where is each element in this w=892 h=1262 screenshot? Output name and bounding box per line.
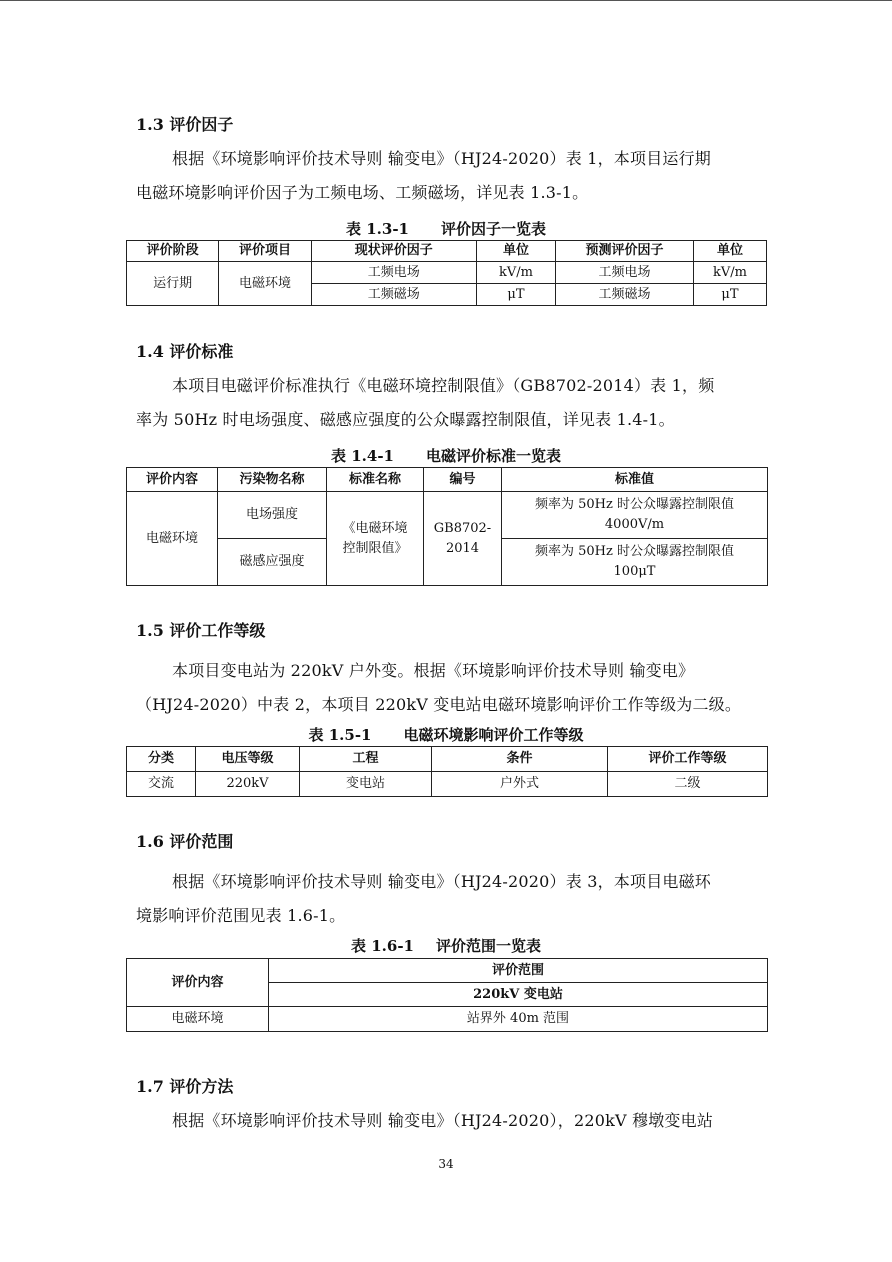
standard-name-line: 控制限值》 (342, 540, 408, 556)
table-cell: 工频电场 (556, 262, 694, 284)
header-cell-range: 评价范围 (269, 959, 768, 983)
subheader-cell: 220kV 变电站 (269, 983, 768, 1007)
table-1-3-1 (126, 240, 767, 306)
standard-value-line: 100μT (613, 564, 656, 579)
page-top-border (0, 0, 892, 1)
item-cell: 电磁环境 (219, 262, 311, 306)
section-1-5-paragraph-line-2: （HJ24-2020）中表 2，本项目 220kV 变电站电磁环境影响评价工作等级为二级。 (136, 695, 742, 714)
header-cell: 电压等级 (196, 747, 300, 772)
section-heading-1-6: 1.6 评价范围 (136, 832, 234, 851)
table-header-row (127, 747, 768, 772)
section-1-4-paragraph-line-1: 本项目电磁评价标准执行《电磁环境控制限值》（GB8702-2014）表 1，频 (172, 376, 715, 395)
standard-name-cell (327, 492, 424, 586)
standard-value-cell (502, 539, 768, 586)
standard-code-line: 2014 (445, 540, 480, 556)
table-cell: 电磁环境 (127, 1007, 269, 1032)
caption-title: 电磁环境影响评价工作等级 (403, 726, 584, 744)
caption-title: 评价范围一览表 (435, 937, 541, 955)
header-cell: 分类 (127, 747, 196, 772)
table-row (127, 492, 768, 539)
table-cell: 户外式 (432, 772, 608, 797)
standard-code-cell (424, 492, 502, 586)
section-1-3-paragraph-line-1: 根据《环境影响评价技术导则 输变电》（HJ24-2020）表 1，本项目运行期 (172, 149, 712, 168)
table-cell: 交流 (127, 772, 196, 797)
caption-number: 表 1.5-1 (308, 726, 372, 744)
standard-value-line: 4000V/m (604, 517, 665, 532)
section-1-6-paragraph-line-2: 境影响评价范围见表 1.6-1。 (136, 906, 346, 925)
standard-value-line: 频率为 50Hz 时公众曝露控制限值 (535, 497, 734, 512)
table-cell: μT (693, 284, 766, 306)
header-cell: 编号 (424, 468, 502, 492)
caption-title: 评价因子一览表 (440, 220, 546, 238)
header-cell: 工程 (300, 747, 432, 772)
header-cell: 单位 (476, 241, 555, 262)
content-cell: 电磁环境 (127, 492, 218, 586)
header-cell: 现状评价因子 (311, 241, 476, 262)
header-cell: 污染物名称 (218, 468, 327, 492)
section-heading-1-3: 1.3 评价因子 (136, 115, 234, 134)
caption-number: 表 1.6-1 (351, 937, 414, 955)
standard-value-line: 频率为 50Hz 时公众曝露控制限值 (535, 544, 734, 559)
header-cell-content: 评价内容 (127, 959, 269, 1007)
section-heading-1-5: 1.5 评价工作等级 (136, 621, 266, 640)
section-1-7-paragraph-line-1: 根据《环境影响评价技术导则 输变电》（HJ24-2020），220kV 穆墩变电站 (172, 1111, 714, 1130)
table-cell: 工频磁场 (556, 284, 694, 306)
section-1-3-paragraph-line-2: 电磁环境影响评价因子为工频电场、工频磁场，详见表 1.3-1。 (136, 183, 589, 202)
table-1-4-1 (126, 467, 768, 586)
header-cell: 评价工作等级 (608, 747, 768, 772)
caption-number: 表 1.3-1 (346, 220, 409, 238)
section-heading-1-7: 1.7 评价方法 (136, 1077, 234, 1096)
table-cell: 工频电场 (311, 262, 476, 284)
section-1-6-paragraph-line-1: 根据《环境影响评价技术导则 输变电》（HJ24-2020）表 3，本项目电磁环 (172, 872, 712, 891)
table-row (127, 772, 768, 797)
standard-code-line: GB8702- (433, 520, 492, 536)
table-row (127, 262, 767, 284)
standard-name-line: 《电磁环境 (342, 520, 408, 536)
section-heading-1-4: 1.4 评价标准 (136, 342, 234, 361)
caption-number: 表 1.4-1 (331, 447, 394, 465)
table-header-row (127, 468, 768, 492)
table-1-4-1-caption (0, 446, 892, 466)
table-cell: 站界外 40m 范围 (269, 1007, 768, 1032)
section-1-4-paragraph-line-2: 率为 50Hz 时电场强度、磁感应强度的公众曝露控制限值，详见表 1.4-1。 (136, 410, 675, 429)
pollutant-cell: 磁感应强度 (218, 539, 327, 586)
table-cell: 工频磁场 (311, 284, 476, 306)
table-cell: kV/m (693, 262, 766, 284)
header-cell: 评价内容 (127, 468, 218, 492)
header-cell: 单位 (693, 241, 766, 262)
pollutant-cell: 电场强度 (218, 492, 327, 539)
header-cell: 评价项目 (219, 241, 311, 262)
table-1-6-1-caption (0, 936, 892, 956)
section-1-5-paragraph-line-1: 本项目变电站为 220kV 户外变。根据《环境影响评价技术导则 输变电》 (172, 661, 695, 680)
table-1-6-1 (126, 958, 768, 1032)
table-cell: 220kV (196, 772, 300, 797)
header-cell: 标准值 (502, 468, 768, 492)
table-cell: μT (476, 284, 555, 306)
stage-cell: 运行期 (127, 262, 219, 306)
header-cell: 条件 (432, 747, 608, 772)
table-cell: 二级 (608, 772, 768, 797)
table-1-3-1-caption (0, 219, 892, 239)
table-header-row (127, 241, 767, 262)
header-cell: 评价阶段 (127, 241, 219, 262)
table-cell: kV/m (476, 262, 555, 284)
header-cell: 标准名称 (327, 468, 424, 492)
page-number: 34 (438, 1157, 454, 1171)
table-cell: 变电站 (300, 772, 432, 797)
table-1-5-1-caption (0, 725, 892, 745)
table-header-row (127, 959, 768, 983)
caption-title: 电磁评价标准一览表 (425, 447, 561, 465)
standard-value-cell (502, 492, 768, 539)
table-row (127, 1007, 768, 1032)
header-cell: 预测评价因子 (556, 241, 694, 262)
table-1-5-1 (126, 746, 768, 797)
